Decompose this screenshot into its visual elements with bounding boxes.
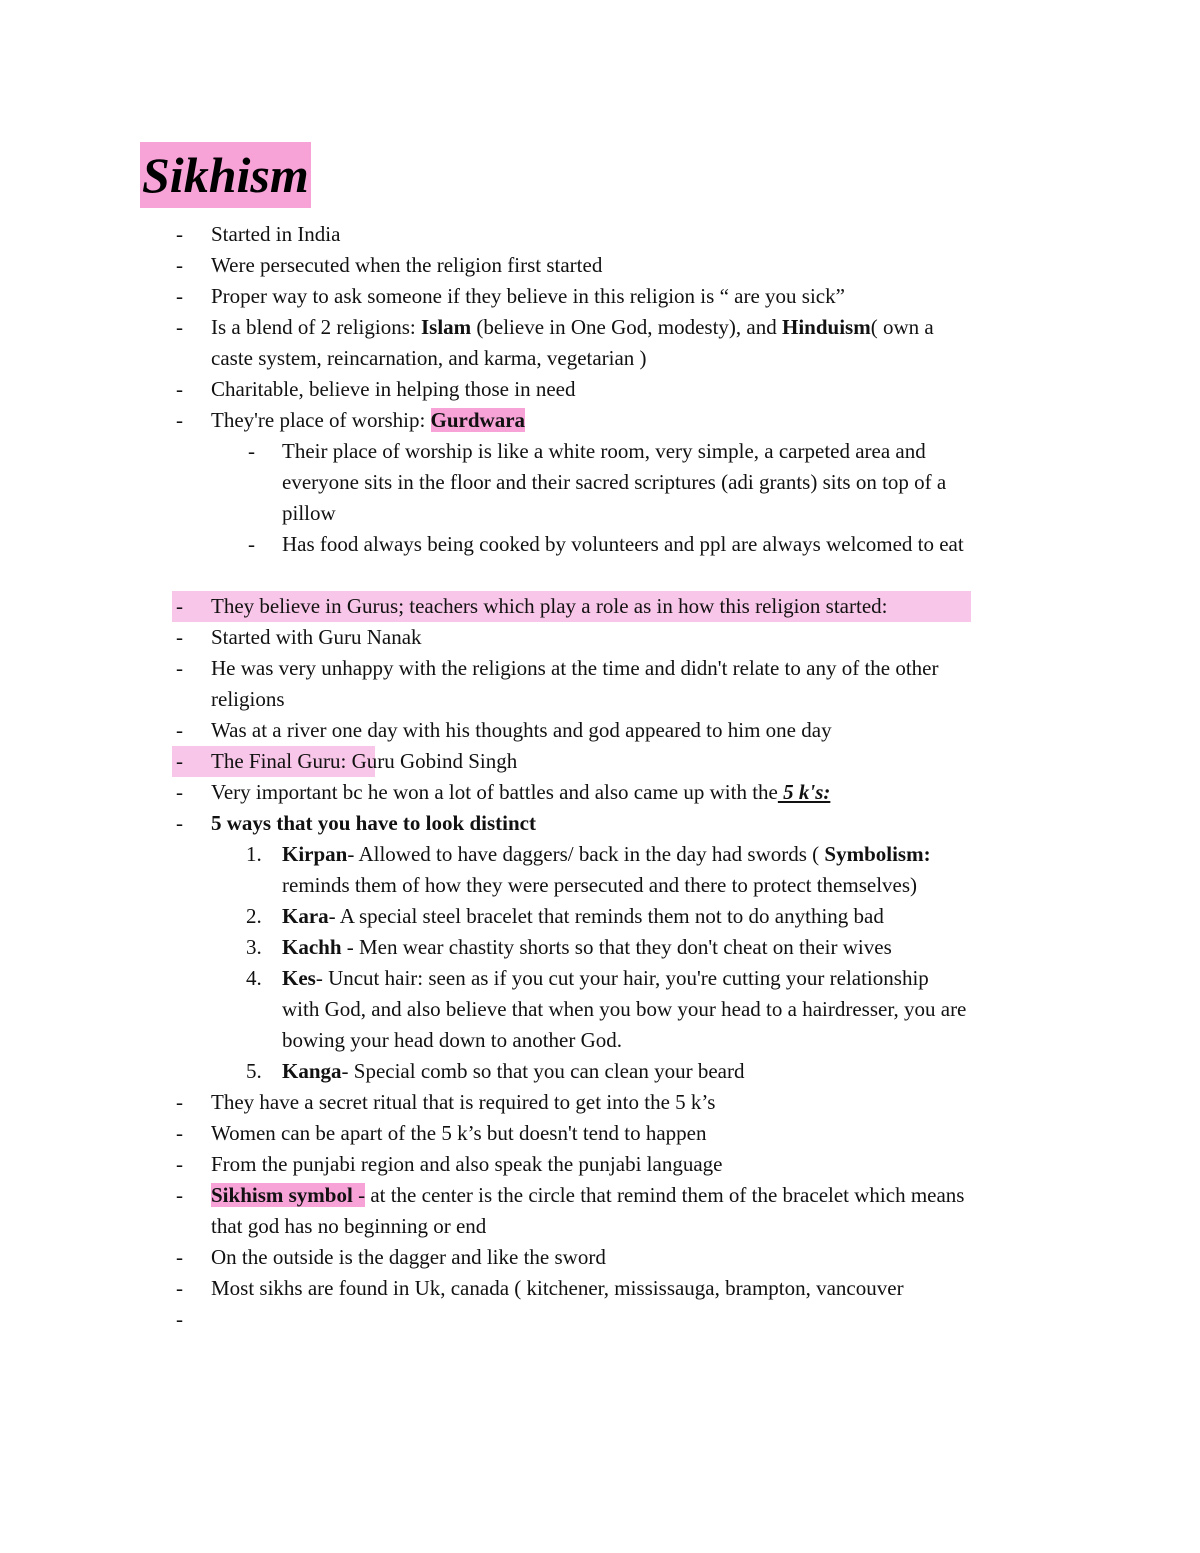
text-run: Very important bc he won a lot of battles and also came up with the (211, 780, 778, 804)
bullet-dash: - (248, 532, 255, 556)
bullet-dash: - (176, 749, 183, 773)
list-item-text (282, 1056, 744, 1087)
list-item-text: Started with Guru Nanak (211, 625, 422, 649)
bullet-dash: - (176, 1307, 183, 1331)
list-item-text: Most sikhs are found in Uk, canada ( kitchener, mississauga, brampton, vancouver (211, 1276, 904, 1300)
term-symbolism: Symbolism: (824, 842, 931, 866)
list-item-text: Started in India (211, 222, 341, 246)
list-item-text: They believe in Gurus; teachers which play a role as in how this religion started: (211, 594, 888, 618)
text-run: - Special comb so that you can clean your beard (341, 1059, 745, 1083)
term-islam: Islam (420, 315, 472, 339)
bullet-dash: - (176, 222, 183, 246)
list-item-text: with God, and also believe that when you bow your head to a hairdresser, you are (282, 997, 967, 1021)
list-item-text: caste system, reincarnation, and karma, vegetarian ) (211, 346, 647, 370)
term-kachh: Kachh (282, 935, 342, 959)
list-item-text (211, 1180, 964, 1211)
term-kanga: Kanga (282, 1059, 342, 1083)
text-run: Guru Gobind Singh (351, 749, 518, 773)
term-kirpan: Kirpan (282, 842, 348, 866)
term-kes: Kes (282, 966, 316, 990)
list-item-heading: 5 ways that you have to look distinct (211, 811, 536, 835)
term-sikhism-symbol: Sikhism symbol (211, 1183, 359, 1207)
bullet-dash: - (176, 253, 183, 277)
item-number: 1. (246, 842, 262, 866)
list-item-text: reminds them of how they were persecuted and there to protect themselves) (282, 873, 918, 897)
list-item-text: that god has no beginning or end (211, 1214, 487, 1238)
item-number: 5. (246, 1059, 262, 1083)
term-hinduism: Hinduism (782, 315, 871, 339)
list-item-text (282, 932, 892, 963)
bullet-dash: - (176, 1152, 183, 1176)
list-item-text: They have a secret ritual that is required to get into the 5 k’s (211, 1090, 716, 1114)
list-item-text (211, 746, 517, 777)
list-item-text: everyone sits in the floor and their sacred scriptures (adi grants) sits on top of a (282, 470, 947, 494)
item-number: 2. (246, 904, 262, 928)
list-item-text: Their place of worship is like a white room, very simple, a carpeted area and (282, 439, 926, 463)
item-number: 3. (246, 935, 262, 959)
list-item-text (282, 963, 929, 994)
text-run: ( own a (870, 315, 934, 339)
list-item-text: On the outside is the dagger and like the sword (211, 1245, 606, 1269)
text-run: - Allowed to have daggers/ back in the day had swords ( (347, 842, 825, 866)
list-item-text (282, 839, 931, 870)
bullet-dash: - (176, 718, 183, 742)
text-run: - Men wear chastity shorts so that they don't cheat on their wives (341, 935, 892, 959)
list-item-text: pillow (282, 501, 336, 525)
text-run: at the center is the circle that remind them of the bracelet which means (365, 1183, 965, 1207)
bullet-dash: - (176, 408, 183, 432)
list-item-text: Was at a river one day with his thoughts and god appeared to him one day (211, 718, 832, 742)
list-item-text (211, 312, 934, 343)
text-run: (believe in One God, modesty), and (471, 315, 782, 339)
list-item-text: From the punjabi region and also speak the punjabi language (211, 1152, 723, 1176)
bullet-dash: - (176, 284, 183, 308)
text-run: They're place of worship: (211, 408, 431, 432)
bullet-dash: - (176, 1090, 183, 1114)
bullet-dash: - (176, 656, 183, 680)
list-item-text: Were persecuted when the religion first started (211, 253, 603, 277)
bullet-dash: - (176, 315, 183, 339)
bullet-dash: - (176, 1245, 183, 1269)
bullet-dash: - (176, 594, 183, 618)
list-item-text: He was very unhappy with the religions at the time and didn't relate to any of the other (211, 656, 939, 680)
bullet-dash: - (176, 1276, 183, 1300)
bullet-dash: - (176, 377, 183, 401)
text-run: The Final Guru: (211, 749, 352, 773)
bullet-dash: - (176, 1183, 183, 1207)
bullet-dash: - (176, 780, 183, 804)
list-item-text: bowing your head down to another God. (282, 1028, 623, 1052)
list-item-text: religions (211, 687, 285, 711)
list-item-text (211, 405, 525, 436)
list-item-text (282, 901, 884, 932)
text-run: - A special steel bracelet that reminds them not to do anything bad (328, 904, 884, 928)
list-item-text (211, 777, 830, 808)
bullet-dash: - (176, 811, 183, 835)
term-gurdwara: Gurdwara (430, 408, 526, 432)
bullet-dash: - (176, 625, 183, 649)
list-item-text: Charitable, believe in helping those in need (211, 377, 576, 401)
bullet-dash: - (176, 1121, 183, 1145)
term-5ks: 5 k's: (777, 780, 831, 804)
list-item-text: Women can be apart of the 5 k’s but doesn't tend to happen (211, 1121, 707, 1145)
list-item-text: Has food always being cooked by volunteers and ppl are always welcomed to eat (282, 532, 964, 556)
term-kara: Kara (282, 904, 329, 928)
text-run: Is a blend of 2 religions: (211, 315, 421, 339)
page-title: Sikhism (140, 142, 311, 208)
list-item-text: Proper way to ask someone if they believe in this religion is “ are you sick” (211, 284, 845, 308)
text-run: - Uncut hair: seen as if you cut your hair, you're cutting your relationship (315, 966, 929, 990)
item-number: 4. (246, 966, 262, 990)
text-run: - (358, 1183, 366, 1207)
bullet-dash: - (248, 439, 255, 463)
